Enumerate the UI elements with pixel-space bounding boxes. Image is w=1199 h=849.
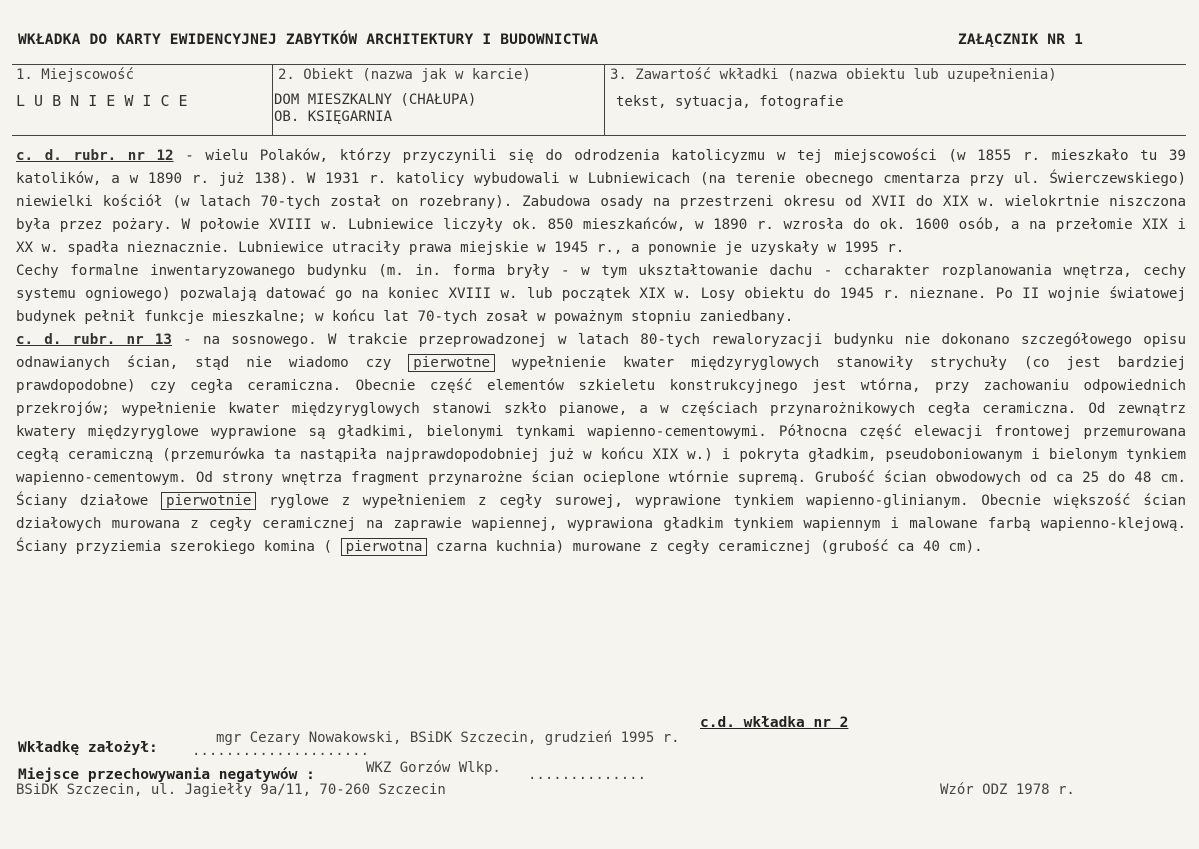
field-divider [272, 64, 273, 136]
negatives-value: WKZ Gorzów Wlkp. [366, 760, 501, 776]
form-code: Wzór ODZ 1978 r. [940, 782, 1075, 798]
paragraph-rubr12 [16, 145, 1186, 260]
founded-dots: ..................... [192, 743, 370, 759]
field-locality-label: 1. Miejscowość [16, 67, 135, 83]
field-locality-value: L U B N I E W I C E [16, 92, 188, 110]
field-divider [604, 64, 605, 136]
negatives-dots: .............. [528, 767, 647, 783]
paragraph-text: - na sosnowego. W trakcie przeprowadzonej w latach 80-tych rewaloryzacji budynku nie dokonano szczegółowego opisu odnawianych ścian, stąd nie wiadomo czy [16, 332, 1186, 371]
founded-label: Wkładkę założył: [18, 740, 158, 756]
paragraph-text: wypełnienie kwater międzyryglowych stanowiły strychuły (co jest bardziej prawdopodobne) czy cegła ceramiczna. Obecnie część elementów szkieletu konstrukcyjnego jest wtórna, przy zachowaniu odpowiednich przekrojów; wypełnienie kwater międzyryglowych stanowi szkło pianowe, a w częściach przynarożnikowych cegła ceramiczna. Od zewnątrz kwatery międzyryglowe wyprawione są gładkimi, bielonymi tynkami wapienno-cementowymi. Północna część elewacji frontowej przemurowana cegłą ceramiczną (przemurówka ta nastąpiła najprawdopodobniej już w końcu XIX w.) i pokryta gładkim, pseudoboniowanym i bielonym tynkiem wapienno-cementowym. Od strony wnętrza fragment przynarożne ścian ocieplone wtórnie supremą. Grubość ścian obwodowych od ca 25 do 48 cm. Ściany działowe [16, 355, 1186, 509]
founded-value: mgr Cezary Nowakowski, BSiDK Szczecin, grudzień 1995 r. [216, 730, 680, 746]
boxed-word: pierwotnie [161, 492, 256, 510]
rubric-label: c. d. rubr. nr 13 [16, 332, 172, 348]
field-object-value-2: OB. KSIĘGARNIA [274, 109, 393, 125]
field-content-label: 3. Zawartość wkładki (nazwa obiektu lub uzupełnienia) [610, 67, 1057, 83]
paragraph-text: czarna kuchnia) murowane z cegły ceramicznej (grubość ca 40 cm). [427, 539, 983, 555]
footer-address: BSiDK Szczecin, ul. Jagiełły 9a/11, 70-260 Szczecin [16, 782, 446, 798]
paragraph-text: - wielu Polaków, którzy przyczynili się do odrodzenia katolicyzmu w tej miejscowości (w 1855 r. mieszkało tu 39 katolików, a w 1890 r. już 138). W 1931 r. katolicy wybudowali w Lubniewicach (na terenie obecnego cmentarza przy ul. Świerczewskiego) niewielki kościół (w latach 70-tych został on rozebrany). Zabudowa osady na przestrzeni okresu od XVII do XIX w. wielokrtnie niszczona była przez pożary. W połowie XVIII w. Lubniewice liczyły ok. 850 mieszkańców, w 1890 r. wzrosła do ok. 1600 osób, a na przełomie XIX i XX w. spadła nieznacznie. Lubniewice utraciły prawa miejskie w 1945 r., a ponownie je uzyskały w 1995 r. [16, 148, 1186, 256]
rubric-label: c. d. rubr. nr 12 [16, 148, 174, 164]
document-title: WKŁADKA DO KARTY EWIDENCYJNEJ ZABYTKÓW ARCHITEKTURY I BUDOWNICTWA [18, 32, 599, 48]
attachment-number: ZAŁĄCZNIK NR 1 [958, 32, 1084, 48]
field-object-label: 2. Obiekt (nazwa jak w karcie) [278, 67, 531, 83]
document-body [16, 145, 1186, 559]
boxed-word: pierwotne [408, 354, 495, 372]
field-content-value: tekst, sytuacja, fotografie [616, 94, 844, 110]
continued-note: c.d. wkładka nr 2 [700, 715, 849, 731]
field-object-value-1: DOM MIESZKALNY (CHAŁUPA) [274, 92, 477, 108]
paragraph-text: ryglowe z wypełnieniem z cegły surowej, wyprawione tynkiem wapienno-glinianym. Obecnie większość ścian działowych murowana z cegły ceramicznej na zaprawie wapiennej, wyprawiona gładkim tynkiem wapiennym i malowane farbą wapienno-klejową. Ściany przyziemia szerokiego komina ( [16, 493, 1186, 555]
negatives-label: Miejsce przechowywania negatywów : [18, 767, 315, 783]
paragraph-rubr13 [16, 329, 1186, 559]
paragraph-formal-features: Cechy formalne inwentaryzowanego budynku (m. in. forma bryły - w tym ukształtowanie dachu - ccharakter rozplanowania wnętrza, cechy systemu ogniowego) pozwalają datować go na koniec XVIII w. lub początek XIX w. Losy obiektu do 1945 r. nieznane. Po II wojnie światowej budynek pełnił funkcje mieszkalne; w końcu lat 70-tych zosał w poważnym stopniu zaniedbany. [16, 263, 1186, 325]
boxed-word: pierwotna [341, 538, 428, 556]
